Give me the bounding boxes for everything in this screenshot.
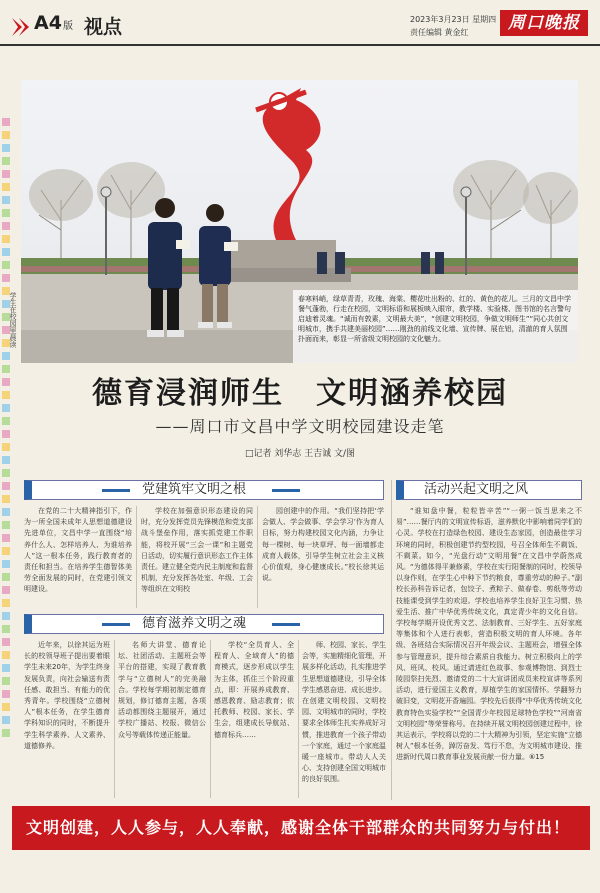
photo-caption: 春寒料峭，绿草青青，玫瑰、海棠、樱花吐出粉的、红的、黄色的花儿。三月的文昌中学餐气蓬勃，行走在校园，文明标语和展板映入眼帘，教学楼、实验楼、图书馆的名言警句启迪着灵魂。“诚而有敦素，文明最大美”，“创建文明校园，争做文明师生”“同心共创文明城市，携手共建美丽校园”……刚劲的前线文化墙、宣传牌、展在铝，清澈的育人氛围扑面而来，彰显一所省级文明校园的文化魅力。 <box>298 295 571 343</box>
page-ban-label: 版 <box>62 21 73 32</box>
editor-credits: 责任编辑 黄金红 <box>410 28 469 37</box>
paragraph: 学校在加强意识形态建设的同时，充分发挥党员先锋模范和党支部战斗堡垒作用，落实抓党建工作职能，将校开展“三会一课”和主题党日活动，切实履行意识形态工作主体责任。建立健全党内民主制度和监督机制，充分发挥各处室、年级、工会等组织在文明校 <box>141 507 253 594</box>
article-title: 德育浸润师生 文明涵养校园 <box>92 376 508 411</box>
section-bar-right <box>272 489 300 492</box>
column-rule <box>298 640 299 798</box>
section-heading: 德育滋养文明之魂 <box>142 616 247 631</box>
article-subtitle: ——周口市文昌中学文明校园建设走笔 <box>155 417 445 436</box>
moral-column-2 <box>118 640 206 800</box>
column-rule <box>136 506 137 608</box>
article-byline: □记者 刘华志 王吉诚 文/图 <box>244 449 356 459</box>
section-arrow-icon <box>12 18 30 36</box>
column-rule <box>210 640 211 798</box>
section-heading: 活动兴起文明之风 <box>424 482 529 497</box>
campus-photo <box>21 80 578 363</box>
issue-date: 2023年3月23日 星期四 <box>410 15 497 24</box>
decorative-strip <box>0 118 12 758</box>
moral-column-1 <box>24 640 110 800</box>
party-column-3 <box>262 506 384 608</box>
section-header-moral <box>24 614 384 634</box>
page-header <box>0 0 600 46</box>
paragraph: 近年来，以徐其运为班长的校领导班子提出要着眼学生未来20年，为学生终身发展负责，向社会输送有责任感、敢担当、有能力的优秀青年。学校围绕“立德树人”根本任务，在学生德育学科知识的同时，不断提升学生科学素养、人文素养、道德修养。 <box>24 641 110 750</box>
slogan-banner: 文明创建，人人参与，人人奉献，感谢全体干部群众的共同努力与付出！ <box>12 806 590 850</box>
paragraph: 园创建中的作用。“我们坚持把‘学会做人、学会做事、学会学习’作为育人目标，努力构建校园文化内涵，力争让每一棵树、每一块草坪、每一面墙都走成育人载体，引导学生树立社会主义核心价值观，身心健康成长。”校长徐其运说。 <box>262 507 384 583</box>
section-bar-left <box>102 623 130 626</box>
paragraph: “谁知盘中餐，粒粒皆辛苦”“一粥一饭当思来之不易”……餐厅内的文明宣传标语，滋养默化中影响着同学们的心灵。学校在打造绿色校园、建设生态家园，创造最佳学习环境的同时，积极创建节约型校园，号召全体师生不剩饭、不剩菜。如今，“光盘行动”文明用餐”在文昌中学蔚然成风。“为德体得平兼修素，学校在实行阳餐制的同时，校领导以身作则，在学生心中种下节约粮食，尊重劳动的种子。”副校长孙科告诉记者，包饺子、煮粽子、做春卷、剪纸等劳动技能课受到学生的欢迎。学校也培养学生良好卫生习惯、热爱生活、推广中华优秀传统文化，真定青少年的文化自信。学校每学期开设优秀文艺、法制教育、三好学生、五好家庭等集体和个人进行表彰，营造积极文明的育人环境。各年级、各班结合实际情况召开年级会议、主题班会，增强全体参与管理意识，提升综合素质自我能力。树立积极向上的学风、班风、校风。通过请进红色故事、参观博物馆、到烈士陵园祭扫先烈、邀请党的二十大宣讲团成员来校宣讲等系列活动，进行爱国主义教育，厚植学生的家国情怀。学翻努力破旧变，文明花开香遍园。学校先后获得“中华优秀传统文化教育特色实验学校”“全国青少年校园足球特色学校”“河南省文明校园”等荣誉称号。在持续开展文明校园创建过程中，徐其运表示，学校将以党的二十大精神为引领，坚定实施“立德树人”根本任务，踔厉奋发、笃行不怠，为文明城市建设、推进新时代周口教育事业发展贡献一份力量。⑥15 <box>396 507 582 762</box>
paragraph: 学校“全员育人、全程育人、全域育人”的德育模式，逐步形成以学生为主体，抓住三个阶段重点，即：开展养成教育、感恩教育、励志教育；依托教师、校园、家长、学生会，组建成长导航站、德育标兵…… <box>214 641 294 739</box>
section-bar-left <box>102 489 130 492</box>
header-rule <box>0 44 600 46</box>
moral-column-3 <box>214 640 294 800</box>
party-column-2 <box>141 506 253 608</box>
newspaper-logo: 周口晚报 <box>500 10 588 36</box>
section-header-activity <box>396 480 582 500</box>
paragraph: 师、校园、家长、学生会等，实施精细化管理，开展多样化活动，扎实推进学生思想道德建设，引导全体学生感恩奋进、成长进步。在创建文明校园、文明校园、文明城市的同时，学校要求全体师生扎实养成好习惯，推进教育一个孩子带动一个家庭，通过一个家庭温暖一座城市。带动人人关心、支持创建全国文明城市的良好氛围。 <box>302 641 386 784</box>
paragraph: 名师大讲堂、德育论坛、社团活动、主题班会等平台的搭建，实现了教育教学与“立德树人”的完美融合。学校每学期初制定德育规划，修订德育主题，各项活动都围绕主题展开，通过学校广播站、校报、微信公众号等载体传递正能量。 <box>118 641 206 739</box>
column-rule <box>114 640 115 798</box>
section-header-party <box>24 480 384 500</box>
section-name: 视点 <box>84 16 123 38</box>
party-column-1 <box>24 506 132 608</box>
section-bar-right <box>272 623 300 626</box>
moral-column-4 <box>302 640 386 800</box>
photo-side-caption: 学生在校园里晨读 <box>9 292 17 348</box>
paragraph: 在党的二十大精神指引下，作为一所全国未成年人思想道德建设先进单位，文昌中学一直围绕“培养什么人、怎样培养人、为谁培养人”这一根本任务，践行教育者的责任和担当。在培养学生德智体美劳全面发展的同时，在党建引领文明建设。 <box>24 507 132 594</box>
section-heading: 党建筑牢文明之根 <box>142 482 247 497</box>
section-divider <box>391 480 392 800</box>
activity-column <box>396 506 582 800</box>
page-number: A4版 <box>34 12 73 34</box>
column-rule <box>257 506 258 608</box>
